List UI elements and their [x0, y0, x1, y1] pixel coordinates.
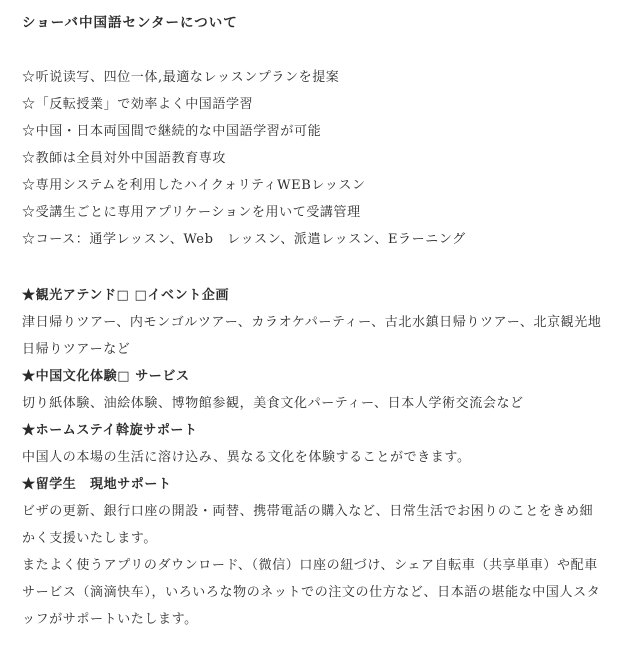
section-heading: ★中国文化体験□ サービス — [22, 369, 190, 384]
section-sightseeing — [22, 282, 602, 363]
section-body — [22, 498, 602, 633]
feature-list — [22, 64, 602, 253]
section-body — [22, 390, 602, 417]
section-student-support — [22, 471, 602, 633]
section-homestay — [22, 417, 602, 471]
feature-item: ☆「反転授業」で効率よく中国語学習 — [22, 97, 254, 112]
section-body — [22, 309, 602, 363]
feature-item: ☆听说读写、四位一体,最適なレッスンプランを提案 — [22, 70, 340, 85]
section-heading: ★留学生 現地サポート — [22, 477, 172, 492]
section-culture — [22, 363, 602, 417]
feature-item: ☆中国・日本両国間で継続的な中国語学習が可能 — [22, 124, 322, 139]
feature-item: ☆受講生ごとに専用アプリケーションを用いて受講管理 — [22, 205, 361, 220]
section-heading: ★ホームステイ斡旋サポート — [22, 423, 198, 438]
feature-item: ☆専用システムを利用したハイクォリティWEBレッスン — [22, 178, 366, 193]
section-heading: ★観光アテンド□ □イベント企画 — [22, 288, 230, 303]
section-paragraph: 中国人の本場の生活に溶け込み、異なる文化を体験することができます。 — [22, 450, 471, 465]
feature-item: ☆教師は全員対外中国語教育専攻 — [22, 151, 227, 166]
section-paragraph: ビザの更新、銀行口座の開設・両替、携帯電話の購入など、日常生活でお困りのことをきめ細かく支援いたします。 — [22, 504, 594, 546]
service-sections — [22, 282, 602, 633]
section-paragraph: またよく使うアプリのダウンロード、（微信）口座の紐づけ、シェア自転車（共享単車）や配車サービス（滴滴快车），いろいろな物のネットでの注文の仕方など、日本語の堪能な中国人スタッフがサポートいたします。 — [22, 558, 601, 627]
section-paragraph: 津日帰りツアー、内モンゴルツアー、カラオケパーティー、古北水鎮日帰りツアー、北京観光地日帰りツアーなど — [22, 315, 602, 357]
page-title: ショーバ中国語センターについて — [22, 15, 238, 31]
feature-item: ☆コース：通学レッスン、Web レッスン、派遣レッスン、Eラーニング — [22, 232, 466, 247]
section-body — [22, 444, 602, 471]
section-paragraph: 切り紙体験、油絵体験、博物館参観，美食文化パーティー、日本人学術交流会など — [22, 396, 524, 411]
